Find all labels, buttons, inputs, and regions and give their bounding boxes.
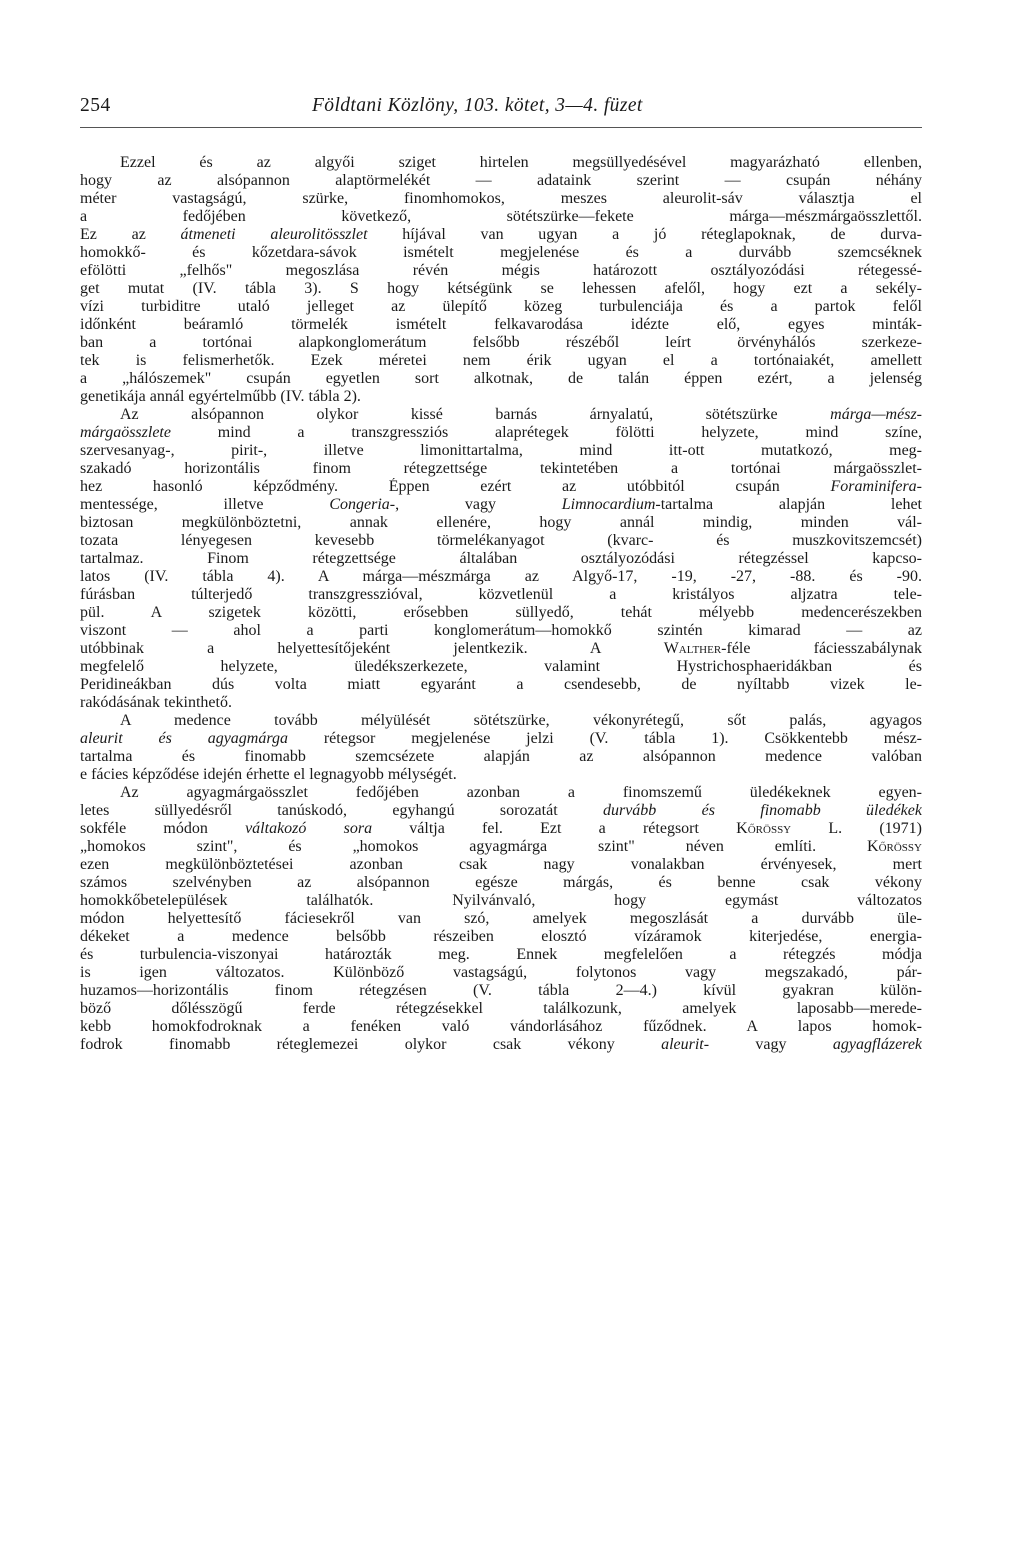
text-line: letes süllyedésről tanúskodó, egyhangú sorozatát durvább és finomabb üledékek [80,802,922,819]
text-line: tozata lényegesen kevesebb törmelékanyagot (kvarc- és muszkovitszemcsét) [80,532,922,549]
text-line: e fácies képződése idején érhette el legnagyobb mélységét. [80,766,457,783]
text-line: ban a tortónai alapkonglomerátum felsőbb részéből leírt örvényhálós szerkeze- [80,334,922,351]
text-line: homokkőbetelepülések találhatók. Nyilvánvaló, hogy egymást változatos [80,892,922,909]
text-line: Az alsópannon olykor kissé barnás árnyalatú, sötétszürke márga—mész- [120,406,922,423]
text-line: módon helyettesítő fáciesekről van szó, amelyek megoszlását a durvább üle- [80,910,922,927]
text-line: megfelelő helyzete, üledékszerkezete, valamint Hystrichosphaeridákban és [80,658,922,675]
text-line: pül. A szigetek közötti, erősebben süllyedő, tehát mélyebb medencerészekben [80,604,922,621]
text-line: efölötti „felhős" megoszlása révén mégis határozott osztályozódási rétegessé- [80,262,922,279]
text-line: tartalma és finomabb szemcsézete alapján az alsópannon medence valóban [80,748,922,765]
text-line: huzamos—horizontális finom rétegzésen (V. tábla 2—4.) kívül gyakran külön- [80,982,922,999]
paragraph [80,154,922,406]
text-line: böző dőlésszögű ferde rétegzésekkel találkozunk, amelyek laposabb—merede- [80,1000,922,1017]
text-line: fúrásban túlterjedő transzgresszióval, közvetlenül a kristályos aljzatra tele- [80,586,922,603]
text-line: márgaösszlete mind a transzgressziós alaprétegek fölötti helyzete, mind színe, [80,424,922,441]
text-line: fodrok finomabb réteglemezei olykor csak vékony aleurit- vagy agyagflázerek [80,1036,922,1053]
text-line: időnként beáramló törmelék ismételt felkavarodása idézte elő, egyes minták- [80,316,922,333]
text-line: ezen megkülönböztetései azonban csak nagy vonalakban érvényesek, mert [80,856,922,873]
text-line: rakódásának tekinthető. [80,694,232,711]
text-line: a fedőjében következő, sötétszürke—fekete márga—mészmárgaösszlettől. [80,208,922,225]
text-line: Ez az átmeneti aleurolitösszlet híjával van ugyan a jó réteglapoknak, de durva- [80,226,922,243]
text-line: genetikája annál egyértelműbb (IV. tábla 2). [80,388,361,405]
text-line: tek is felismerhetők. Ezek méretei nem érik ugyan el a tortónaiakét, amellett [80,352,922,369]
text-line: Ezzel és az algyői sziget hirtelen megsüllyedésével magyarázható ellenben, [120,154,922,171]
text-line: mentessége, illetve Congeria-, vagy Limnocardium-tartalma alapján lehet [80,496,922,513]
text-line: kebb homokfodroknak a fenéken való vándorlásához fűződnek. A lapos homok- [80,1018,922,1035]
text-line: Az agyagmárgaösszlet fedőjében azonban a finomszemű üledékeknek egyen- [120,784,922,801]
text-line: vízi turbiditre utaló jelleget az ülepítő közeg turbulenciája és a partok felől [80,298,922,315]
text-line: „homokos szint", és „homokos agyagmárga szint" néven említi. Kőrössy [80,838,922,855]
text-line: a „hálószemek" csupán egyetlen sort alkotnak, de talán éppen ezért, a jelenség [80,370,922,387]
paragraph [80,406,922,712]
text-line: get mutat (IV. tábla 3). S hogy kétségünk se lehessen afelől, hogy ezt a sekély- [80,280,922,297]
text-line: homokkő- és kőzetdara-sávok ismételt megjelenése és a durvább szemcséknek [80,244,922,261]
text-line: dékeket a medence belsőbb részeiben elosztó vízáramok kiterjedése, energia- [80,928,922,945]
text-line: és turbulencia-viszonyai határozták meg. Ennek megfelelően a rétegzés módja [80,946,922,963]
text-line: aleurit és agyagmárga rétegsor megjelenése jelzi (V. tábla 1). Csökkentebb mész- [80,730,922,747]
text-line: sokféle módon váltakozó sora váltja fel. Ezt a rétegsort Kőrössy L. (1971) [80,820,922,837]
text-line: Peridineákban dús volta miatt egyaránt a csendesebb, de nyíltabb vizek le- [80,676,922,693]
text-line: szervesanyag-, pirit-, illetve limonittartalma, mind itt-ott mutatkozó, meg- [80,442,922,459]
journal-title: Földtani Közlöny, 103. kötet, 3—4. füzet [312,95,643,116]
text-line: hogy az alsópannon alaptörmelékét — adataink szerint — csupán néhány [80,172,922,189]
text-line: viszont — ahol a parti konglomerátum—homokkő szintén kimarad — az [80,622,922,639]
text-line: latos (IV. tábla 4). A márga—mészmárga az Algyő-17, -19, -27, -88. és -90. [80,568,922,585]
text-line: méter vastagságú, szürke, finomhomokos, meszes aleurolit-sáv választja el [80,190,922,207]
page-number: 254 [80,95,111,116]
text-line: is igen változatos. Különböző vastagságú, folytonos vagy megszakadó, pár- [80,964,922,981]
paragraph [80,784,922,1054]
text-line: utóbbinak a helyettesítőjeként jelentkezik. A Walther-féle fáciesszabálynak [80,640,922,657]
text-line: szakadó horizontális finom rétegzettsége tekintetében a tortónai márgaösszlet- [80,460,922,477]
text-line: tartalmaz. Finom rétegzettsége általában osztályozódási rétegzéssel kapcso- [80,550,922,567]
text-line: hez hasonló képződmény. Éppen ezért az utóbbitól csupán Foraminifera- [80,478,922,495]
text-line: számos szelvényben az alsópannon egésze márgás, és benne csak vékony [80,874,922,891]
running-header [80,93,922,128]
text-line: A medence tovább mélyülését sötétszürke, vékonyrétegű, sőt palás, agyagos [120,712,922,729]
paragraph [80,712,922,784]
text-line: biztosan megkülönböztetni, annak ellenére, hogy annál mindig, minden vál- [80,514,922,531]
body-text [80,154,922,1054]
